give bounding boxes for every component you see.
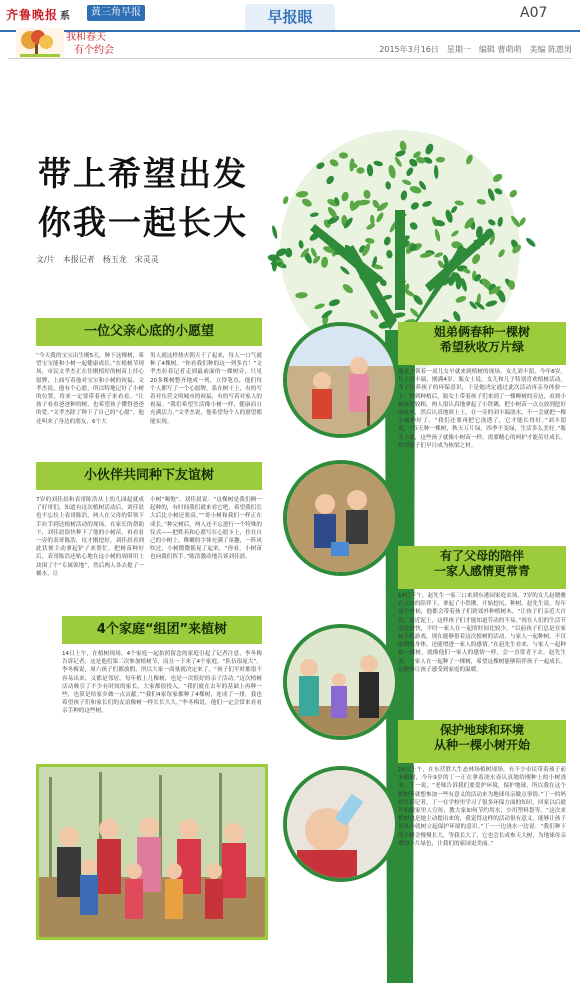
- photo-friends: [283, 460, 399, 576]
- photo-family: [283, 624, 399, 740]
- heading-four-families: 4个家庭“组团”来植树: [62, 616, 262, 644]
- leaf: [525, 237, 537, 249]
- article-family: 14日下午，赵先生一家三口来到东港园家庭农场，7岁的女儿赵晓雅在父母的陪伴下，拿起了小铁锹，开始挖坑，种树。赵先生说，每年这个时候，他都会带着孩子们到郊外种植树木，“让孩子们亲近大自然，接近泥土，这样孩子们才能知道劳动的不易。”现在人们的生活节奏比较快，平时一家人在一起的时间比较少，“以前孩子们总是在家玩手机游戏，现在能够借着这次植树的活动，与家人一起种树，不仅能锻炼身体，还能增进一家人的感情。”在赵先生看来，与家人一起种植一棵树，就像他们一家人的感情一样，会一直常青下去。赵先生说，一家人在一起种了一棵树，希望这棵树能够陪伴孩子一起成长，也能够让孩子感受到家庭的温暖。: [398, 593, 566, 673]
- photo-siblings: [283, 322, 399, 438]
- article-father-wish-col1: “今天我的宝宝出生刚5天，种下这棵树，希望宝宝能和小树一起健康成长。”在植树节现场，市民文孝杰正在往刚植好的树苗上挂心愿牌，上面写着他对宝宝和小树的祝福。文孝杰说，他有个心愿，所以特地记好了小树的位置，将来一定要带着孩子来看看。“让孩子看看爸爸种的树，也希望孩子懂得爸爸的爱。”文孝杰除了种下了自己的“心愿”，他还叫来了身边的朋友，6个大: [36, 353, 144, 425]
- headline-line-2: 你我一起长大: [38, 203, 248, 242]
- divider: [8, 58, 572, 59]
- article-environment: 14日上午，在东营胜大生态林场植树现场，有不少市民带着孩子前来植树，今年9岁的丁一正在拿着浇水壶认真地给刚种上的小树浇水。丁一说，“老师告诉我们要爱护环境，保护地球，所以我在这个植树节就想参加一些有意义的活动来为地球母亲做点事情。”丁一的妈妈告诉记者，丁一在学校里学习了很多环保方面的知识，回家以后就开始跟家里人宣传，教大家如何节约用水，少用塑料袋等。“这次来植树也是她主动提出来的，我觉得这样的活动很有意义，能够让孩子们从小就树立起保护环境的意识。”丁一一边浇水一边说：“我们种下的小树会慢慢长大，等我长大了，它也会长成参天大树，为地球母亲增添一片绿色，让我们的家园更美丽。”: [398, 767, 566, 847]
- photo-four-families: [36, 764, 268, 940]
- photo-boy-drinking: [283, 766, 399, 882]
- page-number: A07: [520, 5, 548, 21]
- edition-badge: 黄三角早报: [87, 5, 145, 21]
- article-siblings: 瓶女士领着一双儿女早就来到植树的现场，女儿刘丰湄，今年8岁，儿子刘丰瑞，刚满4岁。瓶女士说，女儿和儿子特别喜欢植树活动，为了培养孩子的环保意识，于是她决定通过此次活动再亲身体验一下。得到种植后，瓶女士带着孩子们来到了一棵柳树的旁边，看到小树苗比较粗，两人很认真地拿起了小铁锹，把小树苗一点点放到挖好的坑里，然后认真地填上土，在一旁的刘丰瑞浇水，不一会就把一棵小树种好了。“我们还要再把它浇透了，它才能长得好。”刘丰湄说，“春天种一棵树，秋天万片绿，四季不变绿，生活多么美好。”瓶女士说，这些孩子就像小树苗一样，需要精心的呵护才能茁壮成长，希望孩子们早日成为栋梁之材。: [398, 369, 566, 449]
- heading-family: 有了父母的陪伴 一家人感情更常青: [398, 546, 566, 589]
- leaf: [271, 225, 278, 239]
- article-four-families: 14日上午，在植树现场，4个家庭一起拍照留念的家庭引起了记者注意，李冬梅告诉记者，这是他们第二次参加植树节，而且一下来了4个家庭，“队伍很庞大”。李冬梅说，周六孩子们都放假，所以大家一商量就决定来了，“孩子们平时都很不容易出来，又都是邻居，每年植上几棵树，也是一次很好的亲子活动。”这次植树活动吸引了不少有时间的家长，大家都很投入，“我们就在去年的基础上再种一些，也算是给家乡做一点贡献。”“我们4家每家都种了4棵树，连成了一排，我也希望孩子们和家长们的友谊像树一样长长久久。”李冬梅说，他们一定会常来看看亲手种的这些树。: [62, 651, 262, 715]
- byline: 文/片 本报记者 杨玉龙 宋灵灵: [36, 255, 159, 264]
- newspaper-logo: 齐鲁晚报 系: [6, 8, 72, 22]
- heading-environment: 保护地球和环境 从种一棵小树开始: [398, 720, 566, 763]
- section-title: 早报眼: [245, 4, 335, 30]
- article-father-wish-col2: 男人就这样热火朝天干了起来，每人一口气就种了4棵树。“你看我们种的这一列多直！”文孝杰拉着记者走到最前面的一棵树旁，只见20多棵树整齐地成一列，立得笔直，他们每个人都写了一个心愿牌，系在树干上，有的写着对东营文明城市的祝福，有的写着对家人的祝福。“我们希望生活像小树一样，健康而且充满活力。”文孝杰说，他希望每个人的愿望都能实现。: [150, 353, 262, 425]
- heading-friendship-tree: 小伙伴共同种下友谊树: [36, 462, 262, 490]
- leaf: [282, 195, 290, 204]
- slogan-text: 我和春天 有个约会: [66, 32, 114, 56]
- headline-line-1: 带上希望出发: [38, 154, 248, 193]
- article-friendship-col1: 7岁的刘佳晨和表哥陈浩从上幼儿园起就成了好哥们，知道有这次植树活动后，刘佳晨也不忘拉上表哥陈浩，两人在父母的带领下手拉手到达植树活动的现场。在家长的帮助下，刘佳晨很快种下了他的小树苗，再看看一旁的表哥陈浩，坑才刚挖好，刘佳晨看到此状便主动拿起铲子来帮忙，把树苗种好后，表哥陈浩还贴心地在这小树的周围用土块围了个“专属领地”，然后两人各去提了一桶水，让: [36, 497, 144, 577]
- issue-meta: 2015年3月16日 星期一 编辑 曹萌萌 美编 陈惠男: [379, 45, 572, 54]
- article-friendship-col2: 小树“喝饱”。刘佳晨说：“这棵树是我们俩一起种的，有时间我们就来看它吧，希望我们长大后比小树还要高。”“哥小树和我们一样正在成长。”种完树后，两人还不忘进行一个特殊的仪式——把姓名和心愿写在心愿卡上，挂在自己的小树上。稚嫩的字体充满了童趣，一阵风吹过，小树微微摇晃了起来，“你看，小树苗也向我们挥手。”陈浩激动地告诉刘佳晨。: [150, 497, 262, 561]
- leaf: [508, 188, 518, 198]
- heading-siblings: 姐弟俩春种一棵树 希望秋收万片绿: [398, 322, 566, 365]
- heading-father-wish: 一位父亲心底的小愿望: [36, 318, 262, 346]
